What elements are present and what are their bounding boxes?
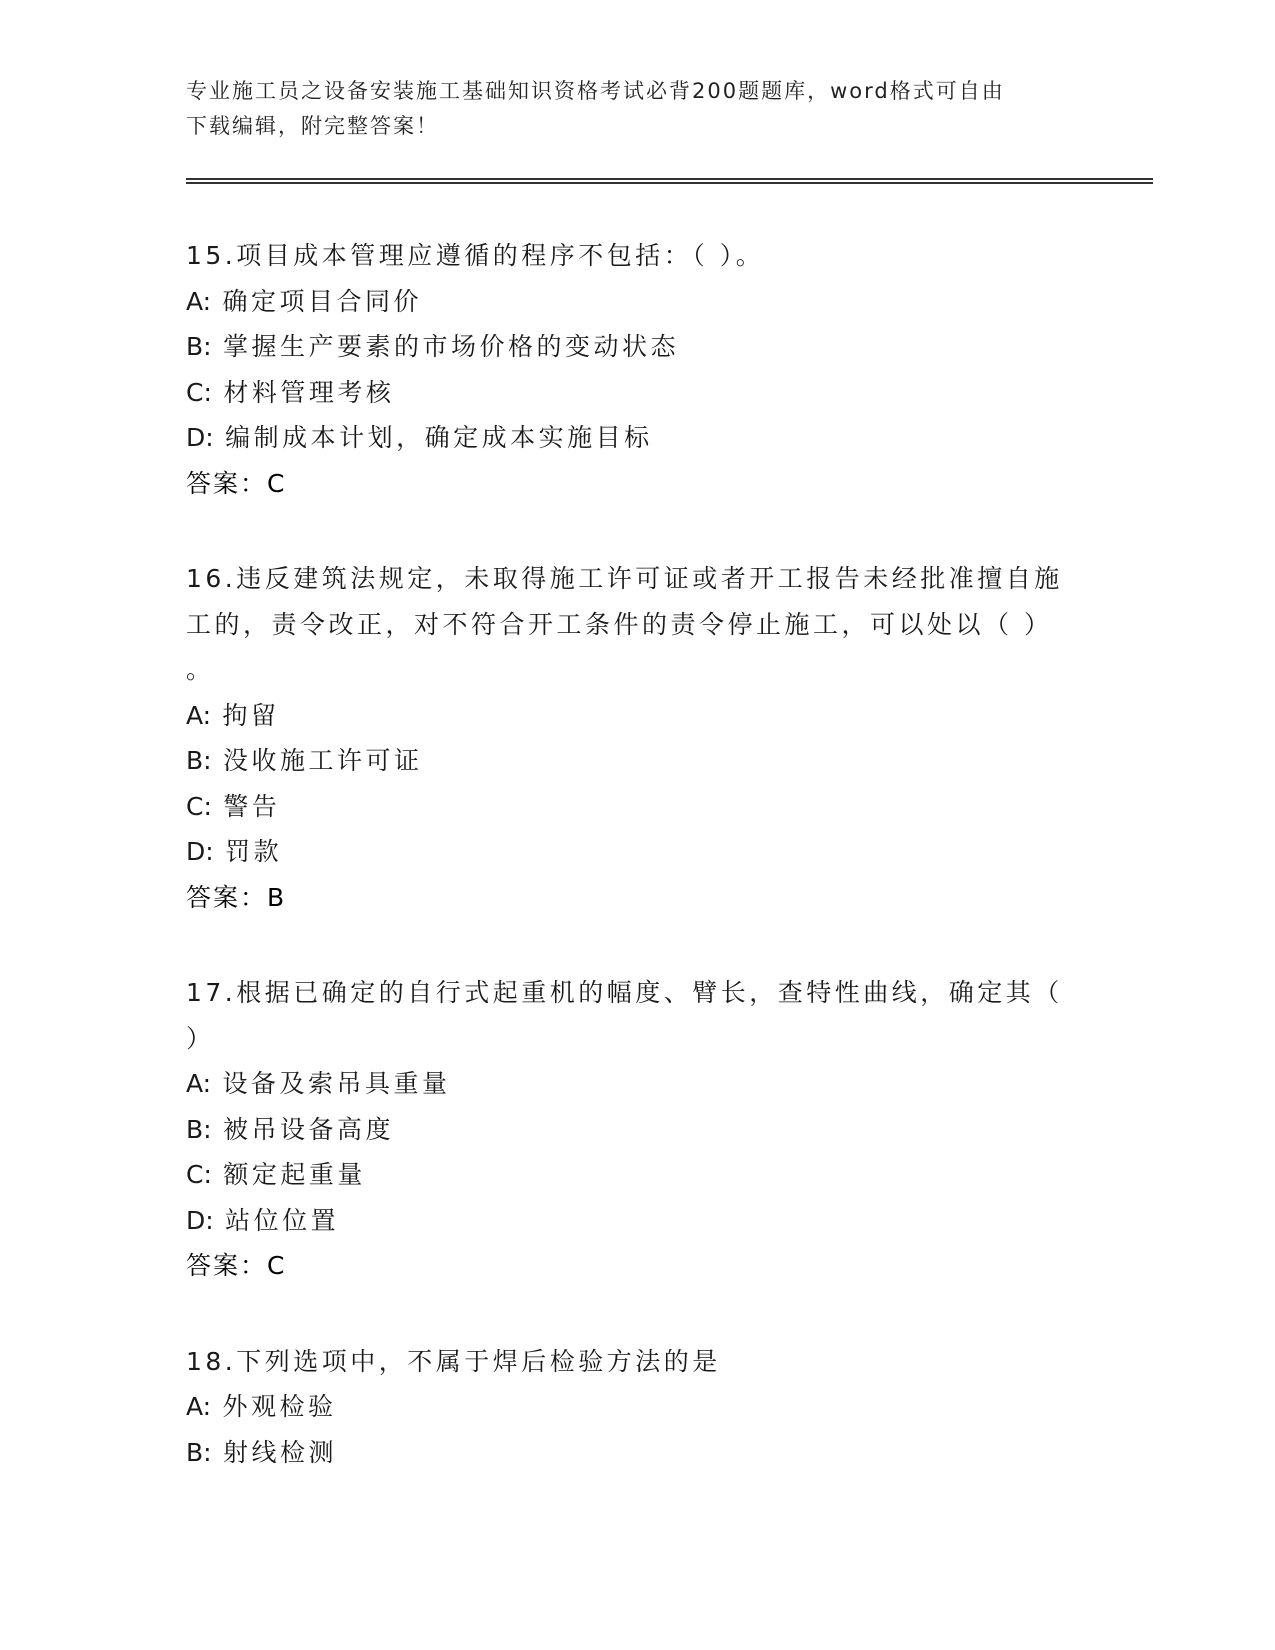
option-letter: C:	[186, 791, 212, 821]
option-text: 设备及索吊具重量	[222, 1069, 451, 1098]
question-18-option-a	[186, 1384, 1086, 1430]
question-17-text-line-1: 17.根据已确定的自行式起重机的幅度、臂长，查特性曲线，确定其（	[186, 978, 1063, 1007]
option-text: 材料管理考核	[223, 377, 395, 407]
option-text: 站位位置	[225, 1205, 340, 1235]
option-letter: B:	[186, 1437, 212, 1467]
question-15-option-d	[186, 415, 1086, 461]
question-17-option-c	[186, 1152, 1086, 1198]
question-18-option-b	[186, 1430, 1086, 1476]
option-text: 射线检测	[223, 1437, 338, 1467]
question-17	[186, 970, 1086, 1289]
question-17-text-line-2: ）	[186, 1023, 215, 1053]
question-17-option-a	[186, 1061, 1086, 1107]
question-15	[186, 233, 1086, 506]
question-16-text-line-1: 16.违反建筑法规定，未取得施工许可证或者开工报告未经批准擅自施	[186, 564, 1063, 593]
question-17-option-b	[186, 1107, 1086, 1153]
question-16-option-a	[186, 693, 1086, 739]
option-text: 编制成本计划，确定成本实施目标	[225, 423, 653, 452]
option-text: 外观检验	[222, 1392, 337, 1421]
option-letter: C:	[186, 377, 212, 407]
question-16-option-c	[186, 784, 1086, 830]
option-text: 确定项目合同价	[222, 286, 423, 316]
question-17-option-d	[186, 1198, 1086, 1244]
option-letter: D:	[186, 423, 214, 452]
question-18-text: 18.下列选项中，不属于焊后检验方法的是	[186, 1346, 721, 1376]
question-17-answer: 答案：C	[186, 1251, 287, 1280]
question-15-option-a	[186, 279, 1086, 325]
option-text: 掌握生产要素的市场价格的变动状态	[223, 332, 680, 361]
option-text: 没收施工许可证	[223, 746, 423, 775]
header-title-line-1: 专业施工员之设备安装施工基础知识资格考试必背200题题库，word格式可自由	[186, 79, 1005, 103]
question-list	[186, 233, 1086, 1525]
option-text: 罚款	[225, 837, 283, 866]
option-letter: A:	[186, 1069, 212, 1098]
question-16-option-b	[186, 738, 1086, 784]
option-text: 额定起重量	[223, 1160, 366, 1189]
question-16-text-line-2: 工的，责令改正，对不符合开工条件的责令停止施工，可以处以（ ）	[186, 609, 1053, 639]
option-letter: A:	[186, 1392, 212, 1421]
question-16-answer: 答案：B	[186, 882, 287, 912]
question-15-text: 15.项目成本管理应遵循的程序不包括：（ ）。	[186, 241, 765, 270]
question-16-option-d	[186, 829, 1086, 875]
header-double-rule	[186, 178, 1153, 184]
question-16	[186, 556, 1086, 920]
option-letter: B:	[186, 332, 212, 361]
question-15-option-c	[186, 370, 1086, 416]
option-letter: B:	[186, 746, 212, 775]
question-18	[186, 1339, 1086, 1476]
option-text: 被吊设备高度	[223, 1114, 395, 1144]
option-letter: D:	[186, 837, 214, 866]
option-letter: C:	[186, 1160, 212, 1189]
option-letter: D:	[186, 1205, 214, 1235]
option-letter: A:	[186, 286, 212, 316]
option-letter: B:	[186, 1114, 212, 1144]
option-text: 警告	[223, 791, 281, 821]
option-text: 拘留	[222, 700, 280, 730]
option-letter: A:	[186, 700, 212, 730]
question-15-answer: 答案：C	[186, 468, 287, 498]
question-16-text-line-3: 。	[186, 655, 215, 684]
question-15-option-b	[186, 324, 1086, 370]
document-header	[186, 74, 1086, 144]
header-title-line-2: 下载编辑，附完整答案！	[186, 114, 439, 138]
